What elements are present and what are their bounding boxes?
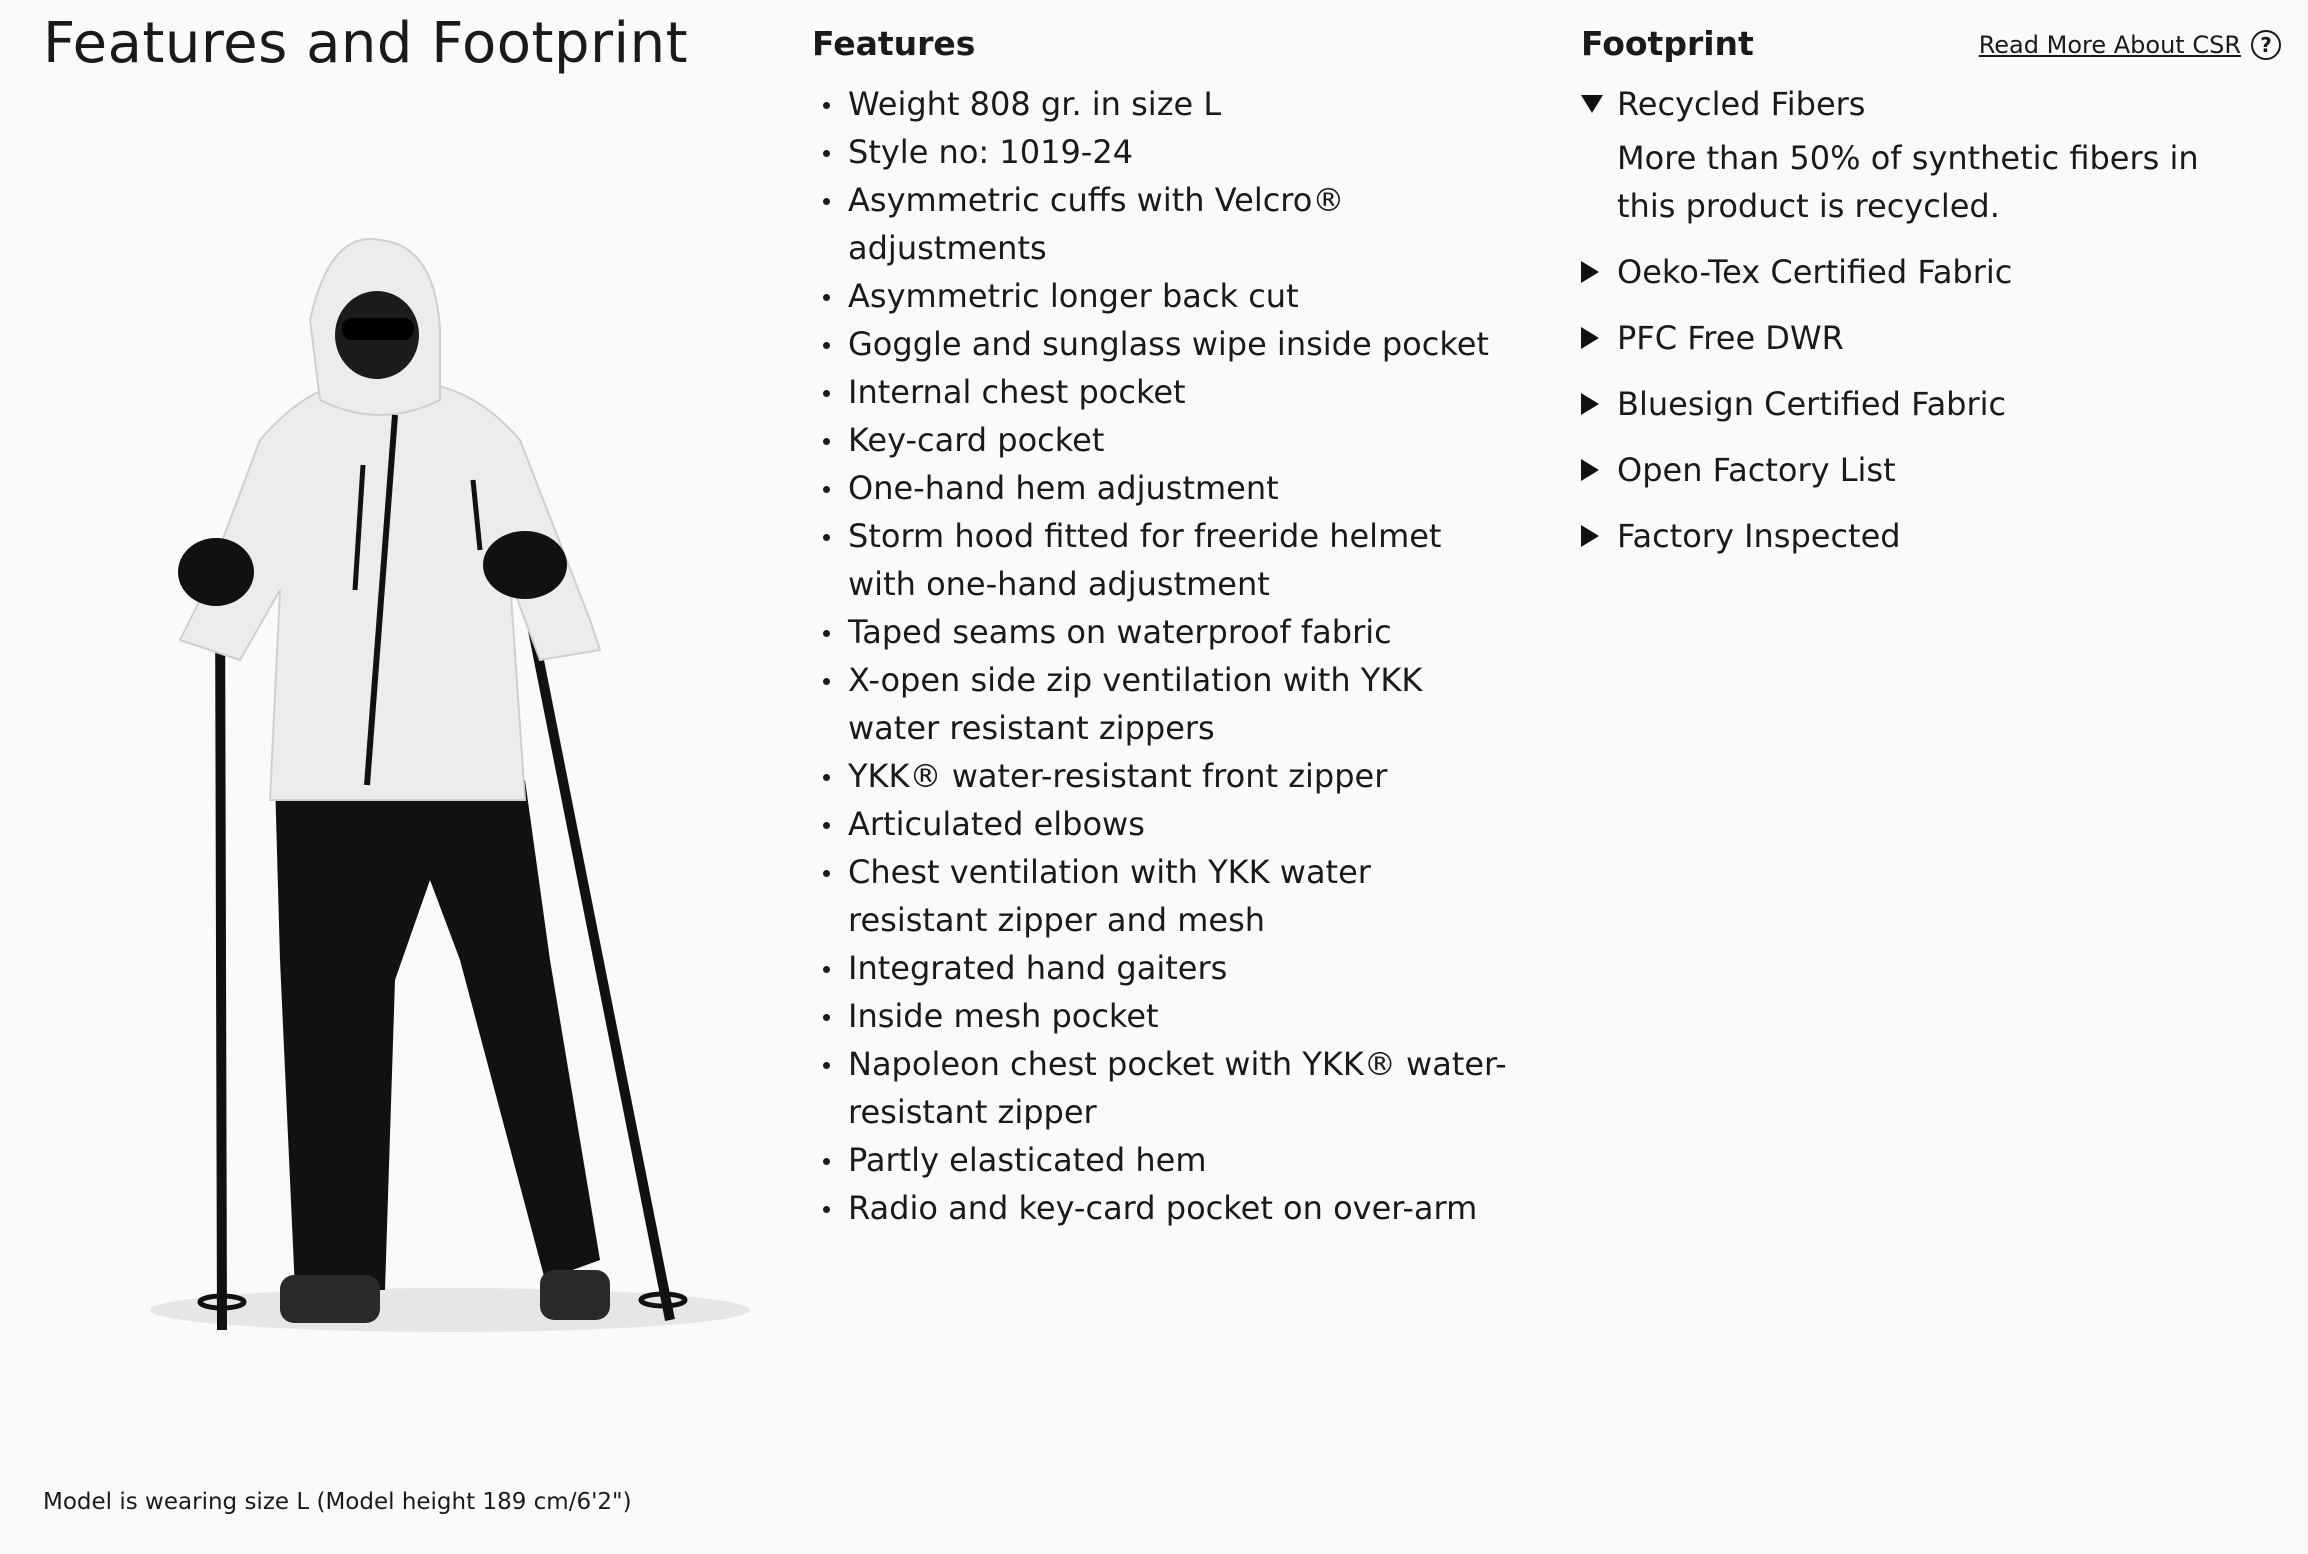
question-circle-icon[interactable]: ? (2251, 30, 2281, 60)
footprint-item-label: Factory Inspected (1617, 517, 1901, 555)
feature-list-item: Integrated hand gaiters (812, 944, 1512, 992)
feature-list-item: X-open side zip ventilation with YKK water resistant zippers (812, 656, 1512, 752)
features-section (812, 18, 1512, 1232)
feature-list-item: Radio and key-card pocket on over-arm (812, 1184, 1512, 1232)
footprint-item (1581, 380, 2281, 428)
feature-list-item: One-hand hem adjustment (812, 464, 1512, 512)
footprint-item-toggle[interactable] (1581, 314, 2281, 362)
footprint-item-toggle[interactable] (1581, 380, 2281, 428)
footprint-item-toggle[interactable] (1581, 248, 2281, 296)
footprint-item-label: Recycled Fibers (1617, 85, 1866, 123)
triangle-right-icon (1581, 459, 1617, 481)
triangle-down-icon (1581, 95, 1617, 113)
feature-list-item: Asymmetric cuffs with Velcro® adjustments (812, 176, 1512, 272)
feature-list-item: Asymmetric longer back cut (812, 272, 1512, 320)
triangle-right-icon (1581, 525, 1617, 547)
feature-list-item: YKK® water-resistant front zipper (812, 752, 1512, 800)
page-title: Features and Footprint (43, 11, 689, 76)
feature-list-item: Articulated elbows (812, 800, 1512, 848)
model-size-caption: Model is wearing size L (Model height 189 cm/6'2") (43, 1489, 632, 1515)
feature-list-item: Taped seams on waterproof fabric (812, 608, 1512, 656)
triangle-right-icon (1581, 327, 1617, 349)
footprint-item-toggle[interactable] (1581, 80, 2281, 128)
product-model-image (130, 200, 770, 1380)
footprint-item-label: Oeko-Tex Certified Fabric (1617, 253, 2013, 291)
feature-list-item: Internal chest pocket (812, 368, 1512, 416)
features-heading: Features (812, 24, 976, 63)
feature-list-item: Goggle and sunglass wipe inside pocket (812, 320, 1512, 368)
footprint-item-toggle[interactable] (1581, 512, 2281, 560)
read-more-csr-link[interactable] (1979, 30, 2281, 60)
triangle-right-icon (1581, 393, 1617, 415)
footprint-item (1581, 512, 2281, 560)
feature-list-item: Partly elasticated hem (812, 1136, 1512, 1184)
footprint-heading: Footprint (1581, 24, 1754, 63)
feature-list-item: Napoleon chest pocket with YKK® water-resistant zipper (812, 1040, 1512, 1136)
feature-list-item: Key-card pocket (812, 416, 1512, 464)
footprint-item-toggle[interactable] (1581, 446, 2281, 494)
features-list (812, 80, 1512, 1232)
footprint-item (1581, 446, 2281, 494)
feature-list-item: Storm hood fitted for freeride helmet with one-hand adjustment (812, 512, 1512, 608)
footprint-item-body: More than 50% of synthetic fibers in this product is recycled. (1617, 139, 2199, 225)
feature-list-item: Inside mesh pocket (812, 992, 1512, 1040)
triangle-right-icon (1581, 261, 1617, 283)
footprint-item (1581, 248, 2281, 296)
footprint-accordion (1581, 80, 2281, 560)
footprint-item-label: PFC Free DWR (1617, 319, 1844, 357)
read-more-csr-label: Read More About CSR (1978, 31, 2241, 59)
footprint-item-label: Open Factory List (1617, 451, 1896, 489)
feature-list-item: Weight 808 gr. in size L (812, 80, 1512, 128)
feature-list-item: Style no: 1019-24 (812, 128, 1512, 176)
footprint-item (1581, 314, 2281, 362)
footprint-section (1581, 18, 2281, 578)
feature-list-item: Chest ventilation with YKK water resistant zipper and mesh (812, 848, 1512, 944)
footprint-item-label: Bluesign Certified Fabric (1617, 385, 2007, 423)
footprint-item (1581, 80, 2281, 230)
